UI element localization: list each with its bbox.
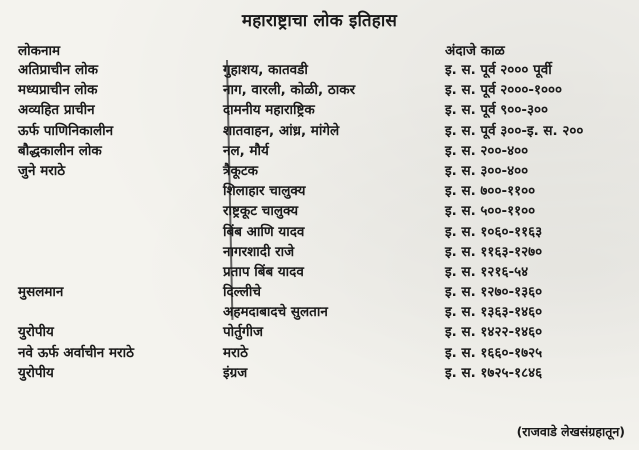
dynasty-cell: नाग, वारली, कोळी, ठाकर xyxy=(223,82,356,99)
dynasty-cell: शातवाहन, आंध्र, मांगेले xyxy=(223,122,340,139)
people-cell: युरोपीय xyxy=(18,324,54,341)
dynasty-cell: पोर्तुगीज xyxy=(223,324,263,341)
table-row xyxy=(0,80,639,100)
table-row xyxy=(0,262,639,282)
people-cell: अतिप्राचीन लोक xyxy=(18,62,98,78)
dynasty-cell: नल, मौर्य xyxy=(223,142,269,159)
period-cell: इ. स. पूर्व ९००-३०० xyxy=(445,102,549,119)
table-row xyxy=(0,282,639,302)
period-cell: इ. स. १२७०-१३६० xyxy=(445,284,543,301)
table-row xyxy=(0,100,639,120)
table-row xyxy=(0,343,639,363)
dynasty-cell: दिल्लीचे xyxy=(223,284,261,301)
source-citation: (राजवाडे लेखसंग्रहातून) xyxy=(516,424,625,439)
page-title: महाराष्ट्राचा लोक इतिहास xyxy=(241,11,398,31)
dynasty-cell: दामनीय महाराष्ट्रिक xyxy=(223,102,315,119)
dynasty-cell: मराठे xyxy=(223,344,248,361)
period-cell: इ. स. पूर्व २००० पूर्वी xyxy=(445,62,552,78)
column-header-people-name: लोकनाम xyxy=(18,43,61,59)
people-cell: नवे ऊर्फ अर्वाचीन मराठे xyxy=(18,344,134,361)
people-cell: अव्यहित प्राचीन xyxy=(18,102,95,119)
table-row xyxy=(0,242,639,262)
dynasty-cell: इंग्रज xyxy=(223,364,248,381)
period-cell: इ. स. पूर्व ३००-इ. स. २०० xyxy=(445,122,584,139)
table-row xyxy=(0,201,639,221)
people-cell: जुने मराठे xyxy=(18,162,66,179)
period-cell: इ. स. ५००-११०० xyxy=(445,203,536,220)
people-cell: बौद्धकालीन लोक xyxy=(18,142,102,159)
period-cell: इ. स. १२१६-५४ xyxy=(445,263,529,280)
table-row xyxy=(0,60,639,80)
period-cell: इ. स. १३६३-१४६० xyxy=(445,304,543,321)
table-row xyxy=(0,222,639,242)
column-header-approx-period: अंदाजे काळ xyxy=(445,43,505,59)
dynasty-cell: गुहाशय, कातवडी xyxy=(223,62,308,78)
period-cell: इ. स. १०६०-११६३ xyxy=(445,223,543,240)
period-cell: इ. स. ३००-४०० xyxy=(445,162,529,179)
table-row xyxy=(0,322,639,342)
dynasty-cell: अहमदाबादचे सुलतान xyxy=(223,304,328,321)
dynasty-cell: नागरशादी राजे xyxy=(223,243,295,260)
people-cell: युरोपीय xyxy=(18,364,54,381)
table-row xyxy=(0,161,639,181)
table-row xyxy=(0,363,639,383)
people-cell: मुसलमान xyxy=(18,284,64,301)
period-cell: इ. स. पूर्व २०००-१००० xyxy=(445,82,563,99)
dynasty-cell: शिलाहार चालुक्य xyxy=(223,183,306,200)
table-row xyxy=(0,181,639,201)
dynasty-cell: राष्ट्रकूट चालुक्य xyxy=(223,203,299,220)
people-cell: ऊर्फ पाणिनिकालीन xyxy=(18,122,114,139)
period-cell: इ. स. १७२५-१८४६ xyxy=(445,364,543,381)
period-cell: इ. स. ११६३-१२७० xyxy=(445,243,543,260)
dynasty-cell: बिंब आणि यादव xyxy=(223,223,305,240)
table-row xyxy=(0,141,639,161)
table-row xyxy=(0,121,639,141)
people-cell: मध्यप्राचीन लोक xyxy=(18,82,98,99)
table-row xyxy=(0,302,639,322)
dynasty-cell: प्रताप बिंब यादव xyxy=(223,263,304,280)
period-cell: इ. स. ७००-११०० xyxy=(445,183,536,200)
period-cell: इ. स. १६६०-१७२५ xyxy=(445,344,543,361)
dynasty-cell: त्रैकूटक xyxy=(223,162,258,179)
history-table xyxy=(0,60,639,383)
period-cell: इ. स. २००-४०० xyxy=(445,142,529,159)
period-cell: इ. स. १४२२-१४६० xyxy=(445,324,543,341)
